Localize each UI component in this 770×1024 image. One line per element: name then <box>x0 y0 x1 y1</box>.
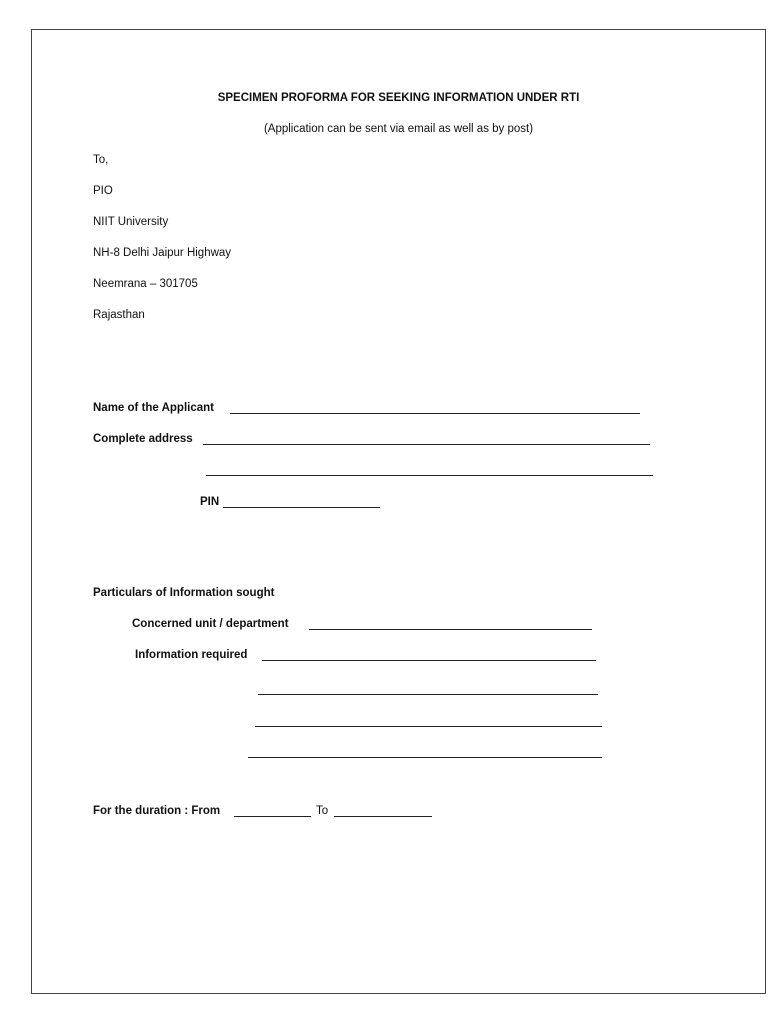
complete-address-field-line-1[interactable] <box>203 444 650 445</box>
applicant-name-label: Name of the Applicant <box>93 402 214 414</box>
information-required-field-line-2[interactable] <box>258 694 598 695</box>
department-field[interactable] <box>309 629 592 630</box>
information-required-field-line-1[interactable] <box>262 660 596 661</box>
document-title: SPECIMEN PROFORMA FOR SEEKING INFORMATION UNDER RTI <box>217 92 580 104</box>
pin-field[interactable] <box>223 507 380 508</box>
rti-proforma-page <box>31 29 766 994</box>
addressee-to: To, <box>93 154 109 166</box>
particulars-heading: Particulars of Information sought <box>93 587 275 599</box>
addressee-state: Rajasthan <box>93 309 145 321</box>
duration-from-label: For the duration : From <box>93 805 221 817</box>
document-subtitle: (Application can be sent via email as well as by post) <box>263 123 534 135</box>
information-required-field-line-4[interactable] <box>248 757 602 758</box>
addressee-institution: NIIT University <box>93 216 169 228</box>
applicant-name-field[interactable] <box>230 413 640 414</box>
information-required-label: Information required <box>135 649 248 661</box>
duration-from-field[interactable] <box>234 816 311 817</box>
complete-address-label: Complete address <box>93 433 193 445</box>
duration-to-label: To <box>316 805 329 817</box>
duration-to-field[interactable] <box>334 816 432 817</box>
pin-label: PIN <box>200 496 220 508</box>
information-required-field-line-3[interactable] <box>255 726 602 727</box>
addressee-street: NH-8 Delhi Jaipur Highway <box>93 247 232 259</box>
addressee-city: Neemrana – 301705 <box>93 278 198 290</box>
addressee-designation: PIO <box>93 185 113 197</box>
complete-address-field-line-2[interactable] <box>206 475 653 476</box>
department-label: Concerned unit / department <box>132 618 289 630</box>
